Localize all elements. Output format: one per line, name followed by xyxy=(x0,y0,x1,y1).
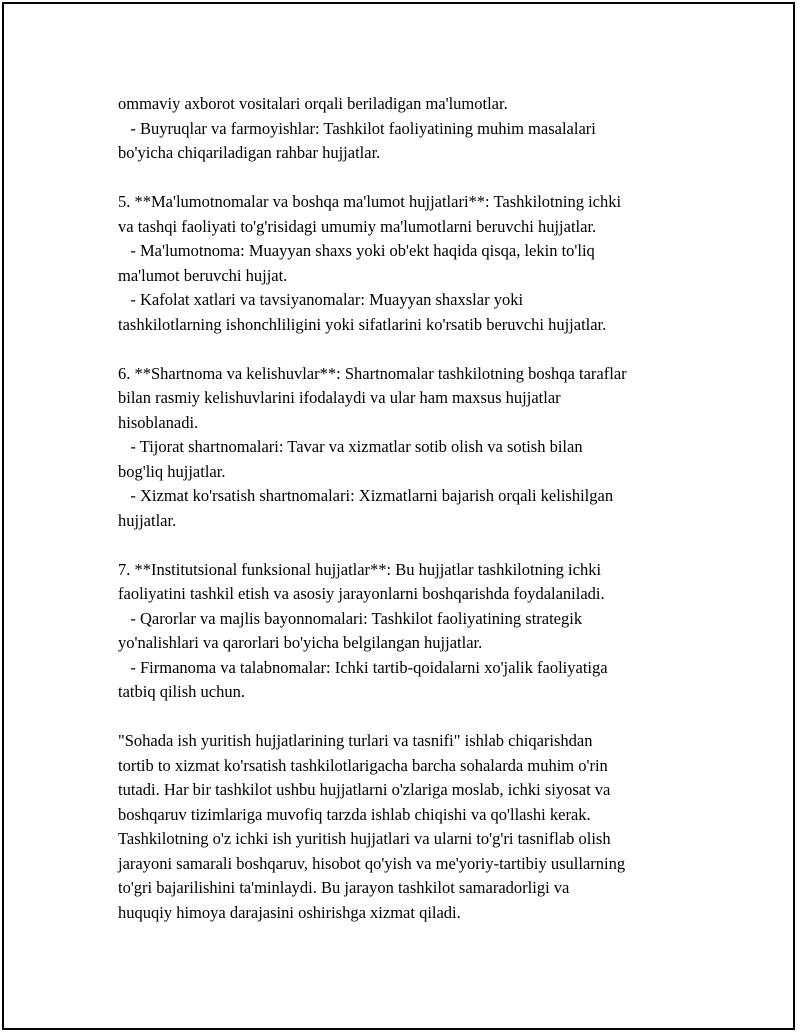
text-line: va tashqi faoliyati to'g'risidagi umumiy ma'lumotlarni beruvchi hujjatlar. xyxy=(118,216,597,236)
text-line: ma'lumot beruvchi hujjat. xyxy=(118,265,288,285)
text-line: yo'nalishlari va qarorlari bo'yicha belgilangan hujjatlar. xyxy=(118,633,483,652)
blank-line xyxy=(118,337,718,362)
text-line: - Xizmat ko'rsatish shartnomalari: Xizmatlarni bajarish orqali kelishilgan xyxy=(118,486,614,505)
section-6-heading: 6. **Shartnoma va kelishuvlar**: Shartnomalar tashkilotning boshqa taraflar xyxy=(118,363,627,383)
blank-line xyxy=(118,533,718,558)
conclusion-line: huquqiy himoya darajasini oshirishga xizmat qiladi. xyxy=(118,902,461,922)
text-line: - Buyruqlar va farmoyishlar: Tashkilot faoliyatining muhim masalalari xyxy=(118,118,596,138)
conclusion-line: tortib to xizmat ko'rsatish tashkilotlarigacha barcha sohalarda muhim o'rin xyxy=(118,755,608,775)
conclusion-line: Tashkilotning o'z ichki ish yuritish hujjatlari va ularni to'g'ri tasniflab olish xyxy=(118,829,611,848)
text-line: tatbiq qilish uchun. xyxy=(118,682,245,701)
text-line: bilan rasmiy kelishuvlarini ifodalaydi va ular ham maxsus hujjatlar xyxy=(118,388,561,407)
blank-line xyxy=(118,166,718,191)
text-line: ommaviy axborot vositalari orqali beriladigan ma'lumotlar. xyxy=(118,94,508,113)
conclusion-line: boshqaruv tizimlariga muvofiq tarzda ishlab chiqishi va qo'llashi kerak. xyxy=(118,804,591,824)
conclusion-line: jarayoni samarali boshqaruv, hisobot qo'yish va me'yoriy-tartibiy usullarning xyxy=(118,853,626,873)
text-line: - Qarorlar va majlis bayonnomalari: Tashkilot faoliyatining strategik xyxy=(118,608,583,628)
text-line: - Kafolat xatlari va tavsiyanomalar: Muayyan shaxslar yoki xyxy=(118,290,524,309)
document-body xyxy=(118,92,718,925)
text-line: - Ma'lumotnoma: Muayyan shaxs yoki ob'ekt haqida qisqa, lekin to'liq xyxy=(118,241,595,260)
text-line: tashkilotlarning ishonchliligini yoki sifatlarini ko'rsatib beruvchi hujjatlar. xyxy=(118,314,607,334)
text-line: faoliyatini tashkil etish va asosiy jarayonlarni boshqarishda foydalaniladi. xyxy=(118,584,605,603)
blank-line xyxy=(118,705,718,730)
text-line: bog'liq hujjatlar. xyxy=(118,461,226,481)
text-line: hujjatlar. xyxy=(118,510,177,530)
conclusion-line: to'gri bajarilishini ta'minlaydi. Bu jarayon tashkilot samaradorligi va xyxy=(118,878,570,897)
text-line: hisoblanadi. xyxy=(118,412,199,432)
conclusion-line: tutadi. Har bir tashkilot ushbu hujjatlarni o'zlariga moslab, ichki siyosat va xyxy=(118,780,611,799)
section-7-heading: 7. **Institutsional funksional hujjatlar**: Bu hujjatlar tashkilotning ichki xyxy=(118,559,602,579)
text-line: - Firmanoma va talabnomalar: Ichki tartib-qoidalarni xo'jalik faoliyatiga xyxy=(118,657,608,677)
text-line: - Tijorat shartnomalari: Tavar va xizmatlar sotib olish va sotish bilan xyxy=(118,437,583,456)
section-5-heading: 5. **Ma'lumotnomalar va boshqa ma'lumot hujjatlari**: Tashkilotning ichki xyxy=(118,192,622,211)
text-line: bo'yicha chiqariladigan rahbar hujjatlar. xyxy=(118,143,381,162)
conclusion-line: "Sohada ish yuritish hujjatlarining turlari va tasnifi" ishlab chiqarishdan xyxy=(118,731,593,750)
